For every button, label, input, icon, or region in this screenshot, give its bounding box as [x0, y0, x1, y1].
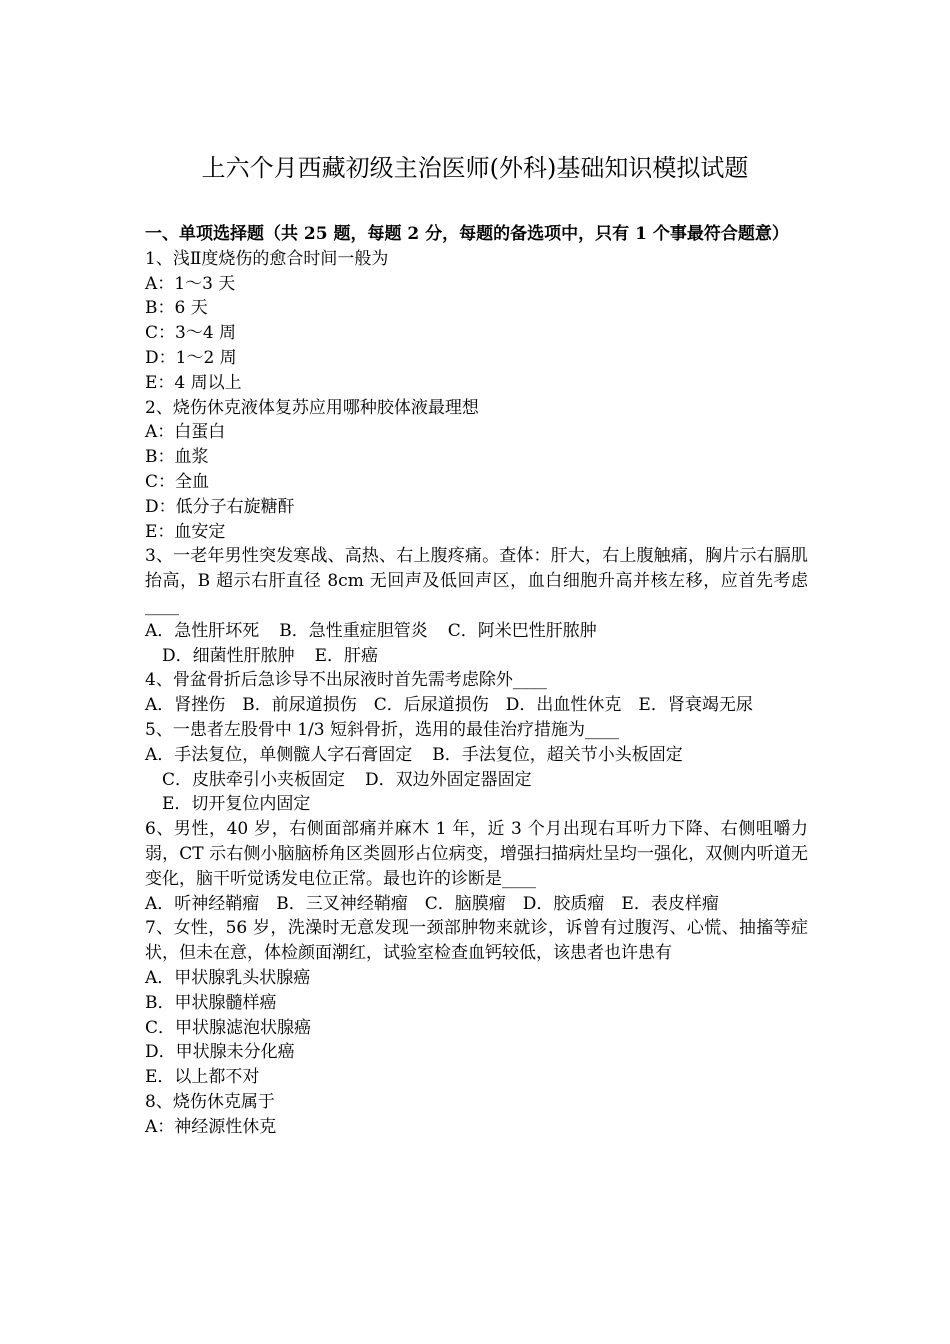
question-2 [145, 396, 808, 545]
question-6 [145, 817, 808, 916]
question-8 [145, 1090, 808, 1140]
option-a: A：1～3 天 [145, 273, 236, 294]
option-d: D．双边外固定器固定 [365, 769, 532, 790]
option-a: A．急性肝坏死 [145, 620, 260, 641]
options-row-1 [145, 619, 808, 644]
option-e: E．以上都不对 [145, 1067, 260, 1088]
option-c: C：全血 [145, 471, 210, 492]
option-c: C．皮肤牵引小夹板固定 [162, 769, 346, 790]
document-body [145, 222, 808, 1139]
question-stem: 7、女性，56 岁，洗澡时无意发现一颈部肿物来就诊，诉曾有过腹泻、心慌、抽搐等症状，但未在意，体检颜面潮红，试验室检查血钙较低，该患者也许患有 [145, 918, 808, 964]
option-a: A：白蛋白 [145, 422, 226, 443]
question-7 [145, 916, 808, 1090]
question-stem: 3、一老年男性突发寒战、高热、右上腹疼痛。查体：肝大，右上腹触痛，胸片示右膈肌抬高，B 超示右肝直径 8cm 无回声及低回声区，血白细胞升高并核左移，应首先考虑____ [145, 546, 808, 616]
option-e: E．切开复位内固定 [162, 794, 311, 815]
option-a: A：神经源性休克 [145, 1116, 277, 1137]
option-c: C．甲状腺滤泡状腺癌 [145, 1017, 312, 1038]
options-row-3 [145, 792, 808, 817]
option-d: D：1～2 周 [145, 347, 237, 368]
document-title: 上六个月西藏初级主治医师(外科)基础知识模拟试题 [201, 154, 749, 182]
option-b: B．甲状腺髓样癌 [145, 992, 277, 1013]
question-1 [145, 247, 808, 396]
question-3 [145, 544, 808, 668]
option-e: E：4 周以上 [145, 372, 242, 393]
question-stem: 4、骨盆骨折后急诊导不出尿液时首先需考虑除外____ [145, 670, 547, 691]
option-b: B：血浆 [145, 447, 209, 468]
section-heading: 一、单项选择题（共 25 题，每题 2 分，每题的备选项中，只有 1 个事最符合题意） [145, 224, 789, 244]
option-b: B．手法复位，超关节小头板固定 [432, 744, 683, 765]
option-d: D：低分子右旋糖酐 [145, 496, 295, 517]
question-stem: 6、男性，40 岁，右侧面部痛并麻木 1 年，近 3 个月出现右耳听力下降、右侧咀嚼力弱，CT 示右侧小脑脑桥角区类圆形占位病变，增强扫描病灶呈均一强化，双侧内听道无变化，脑干听觉诱发电位正常。最也许的诊断是____ [145, 819, 808, 889]
option-a: A．甲状腺乳头状腺癌 [145, 967, 311, 988]
option-c: C．阿米巴性肝脓肿 [447, 620, 597, 641]
options-row-1 [145, 743, 808, 768]
option-c: C：3～4 周 [145, 323, 237, 344]
option-e: E：血安定 [145, 521, 226, 542]
options-line: A．听神经鞘瘤 B．三叉神经鞘瘤 C．脑膜瘤 D．胶质瘤 E．表皮样瘤 [145, 893, 719, 914]
options-line: A．肾挫伤 B．前尿道损伤 C．后尿道损伤 D．出血性休克 E．肾衰竭无尿 [145, 695, 753, 716]
question-stem: 8、烧伤休克属于 [145, 1091, 275, 1112]
options-row-2 [145, 644, 808, 669]
option-a: A．手法复位，单侧髋人字石膏固定 [145, 744, 413, 765]
option-b: B．急性重症胆管炎 [279, 620, 428, 641]
options-row-2 [145, 768, 808, 793]
option-d: D．细菌性肝脓肿 [162, 645, 295, 666]
question-stem: 2、烧伤休克液体复苏应用哪种胶体液最理想 [145, 397, 479, 418]
option-e: E．肝癌 [314, 645, 379, 666]
option-b: B：6 天 [145, 298, 208, 319]
question-5 [145, 718, 808, 817]
question-stem: 5、一患者左股骨中 1/3 短斜骨折，选用的最佳治疗措施为____ [145, 719, 619, 740]
question-4 [145, 668, 808, 718]
question-stem: 1、浅Ⅱ度烧伤的愈合时间一般为 [145, 248, 389, 269]
option-d: D．甲状腺未分化癌 [145, 1042, 295, 1063]
